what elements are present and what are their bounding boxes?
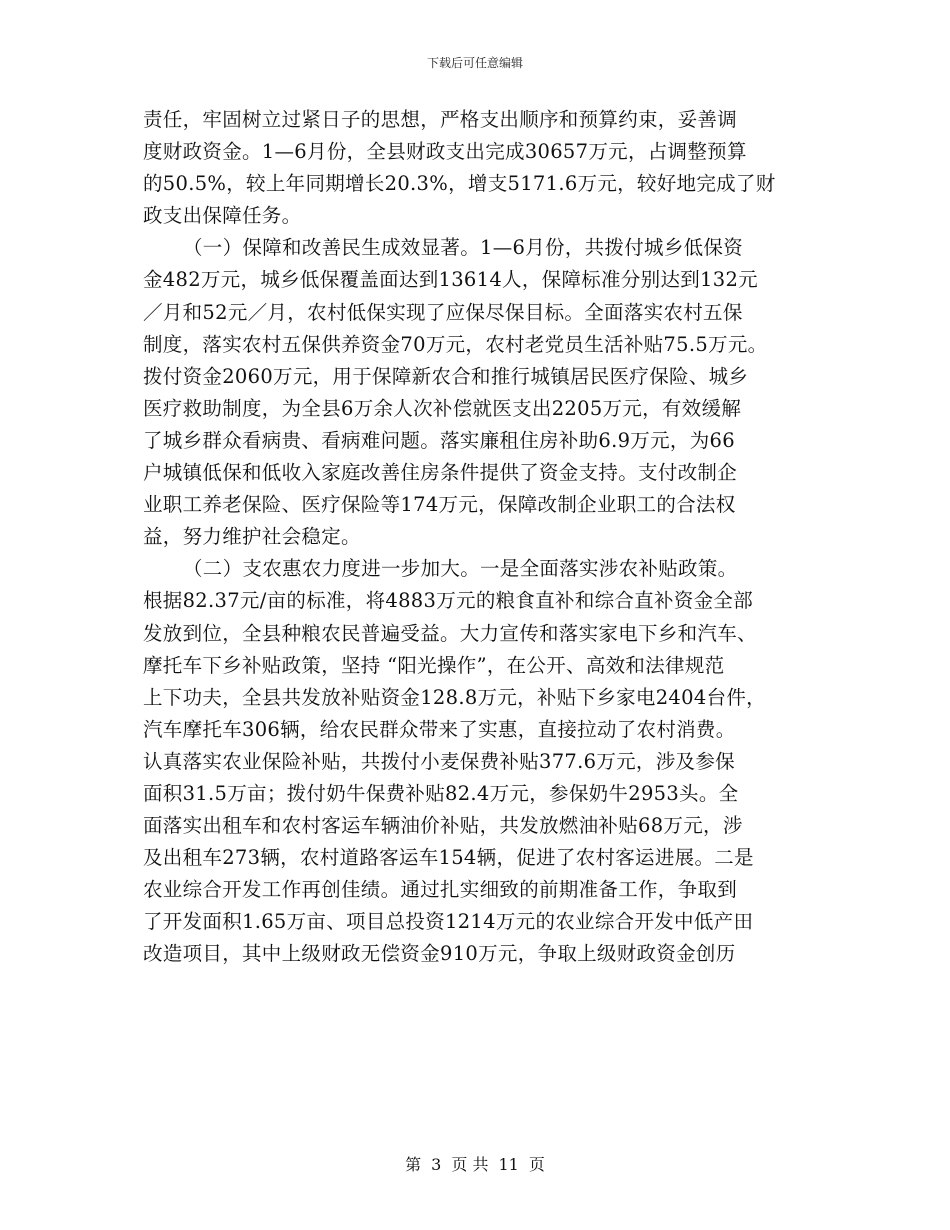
- page-footer: [0, 1152, 950, 1175]
- text-line: 政支出保障任务。: [143, 204, 302, 228]
- text-line: 面积31.5万亩；拨付奶牛保费补贴82.4万元，参保奶牛2953头。全: [143, 781, 739, 805]
- text-line: 上下功夫，全县共发放补贴资金128.8万元，补贴下乡家电2404台件，: [143, 685, 766, 709]
- total-pages: 11: [498, 1155, 519, 1174]
- text-line: 发放到位，全县种粮农民普遍受益。大力宣传和落实家电下乡和汽车、: [143, 621, 757, 645]
- text-line: 医疗救助制度，为全县6万余人次补偿就医支出2205万元，有效缓解: [143, 396, 742, 420]
- page-number: 3: [431, 1155, 442, 1174]
- footer-prefix: 第: [405, 1155, 422, 1174]
- text-line: 汽车摩托车306辆，给农民群众带来了实惠，直接拉动了农村消费。: [143, 717, 736, 741]
- text-line: 了城乡群众看病贵、看病难问题。落实廉租住房补助6.9万元，为66: [143, 428, 735, 452]
- text-line: 户城镇低保和低收入家庭改善住房条件提供了资金支持。支付改制企: [143, 461, 738, 485]
- body-text: [143, 104, 815, 971]
- text-line: 业职工养老保险、医疗保险等174万元，保障改制企业职工的合法权: [143, 493, 736, 517]
- text-line: 责任，牢固树立过紧日子的思想，严格支出顺序和预算约束，妥善调: [143, 108, 738, 131]
- text-line: 改造项目，其中上级财政无偿资金910万元，争取上级财政资金创历: [143, 942, 736, 966]
- section-heading-line: （一）保障和改善民生成效显著。1—6月份，共拨付城乡低保资: [183, 236, 744, 260]
- text-line: 金482万元，城乡低保覆盖面达到13614人，保障标准分别达到132元: [143, 268, 758, 292]
- text-line: 面落实出租车和农村客运车辆油价补贴，共发放燃油补贴68万元，涉: [143, 814, 743, 838]
- text-line: 摩托车下乡补贴政策，坚持 “阳光操作”，在公开、高效和法律规范: [143, 653, 725, 677]
- page-header: 下载后可任意编辑: [426, 56, 523, 70]
- text-line: 拨付资金2060万元，用于保障新农合和推行城镇居民医疗保险、城乡: [143, 364, 749, 388]
- text-line: 认真落实农业保险补贴，共拨付小麦保费补贴377.6万元，涉及参保: [143, 749, 735, 773]
- text-line: 农业综合开发工作再创佳绩。通过扎实细致的前期准备工作，争取到: [143, 878, 738, 902]
- text-line: 及出租车273辆，农村道路客运车154辆，促进了农村客运进展。二是: [143, 846, 754, 870]
- text-line: 了开发面积1.65万亩、项目总投资1214万元的农业综合开发中低产田: [143, 910, 754, 934]
- footer-middle: 页 共: [451, 1155, 489, 1174]
- text-line: ／月和52元／月，农村低保实现了应保尽保目标。全面落实农村五保: [143, 300, 743, 324]
- text-line: 制度，落实农村五保供养资金70万元，农村老党员生活补贴75.5万元。: [143, 332, 768, 356]
- text-line: 的50.5%，较上年同期增长20.3%，增支5171.6万元，较好地完成了财: [143, 172, 776, 196]
- section-heading-line: （二）支农惠农力度进一步加大。一是全面落实涉农补贴政策。: [183, 557, 738, 581]
- text-line: 益，努力维护社会稳定。: [143, 525, 361, 549]
- footer-suffix: 页: [528, 1155, 545, 1174]
- text-line: 根据82.37元/亩的标准，将4883万元的粮食直补和综合直补资金全部: [143, 589, 754, 613]
- text-line: 度财政资金。1—6月份，全县财政支出完成30657万元，占调整预算: [143, 140, 747, 164]
